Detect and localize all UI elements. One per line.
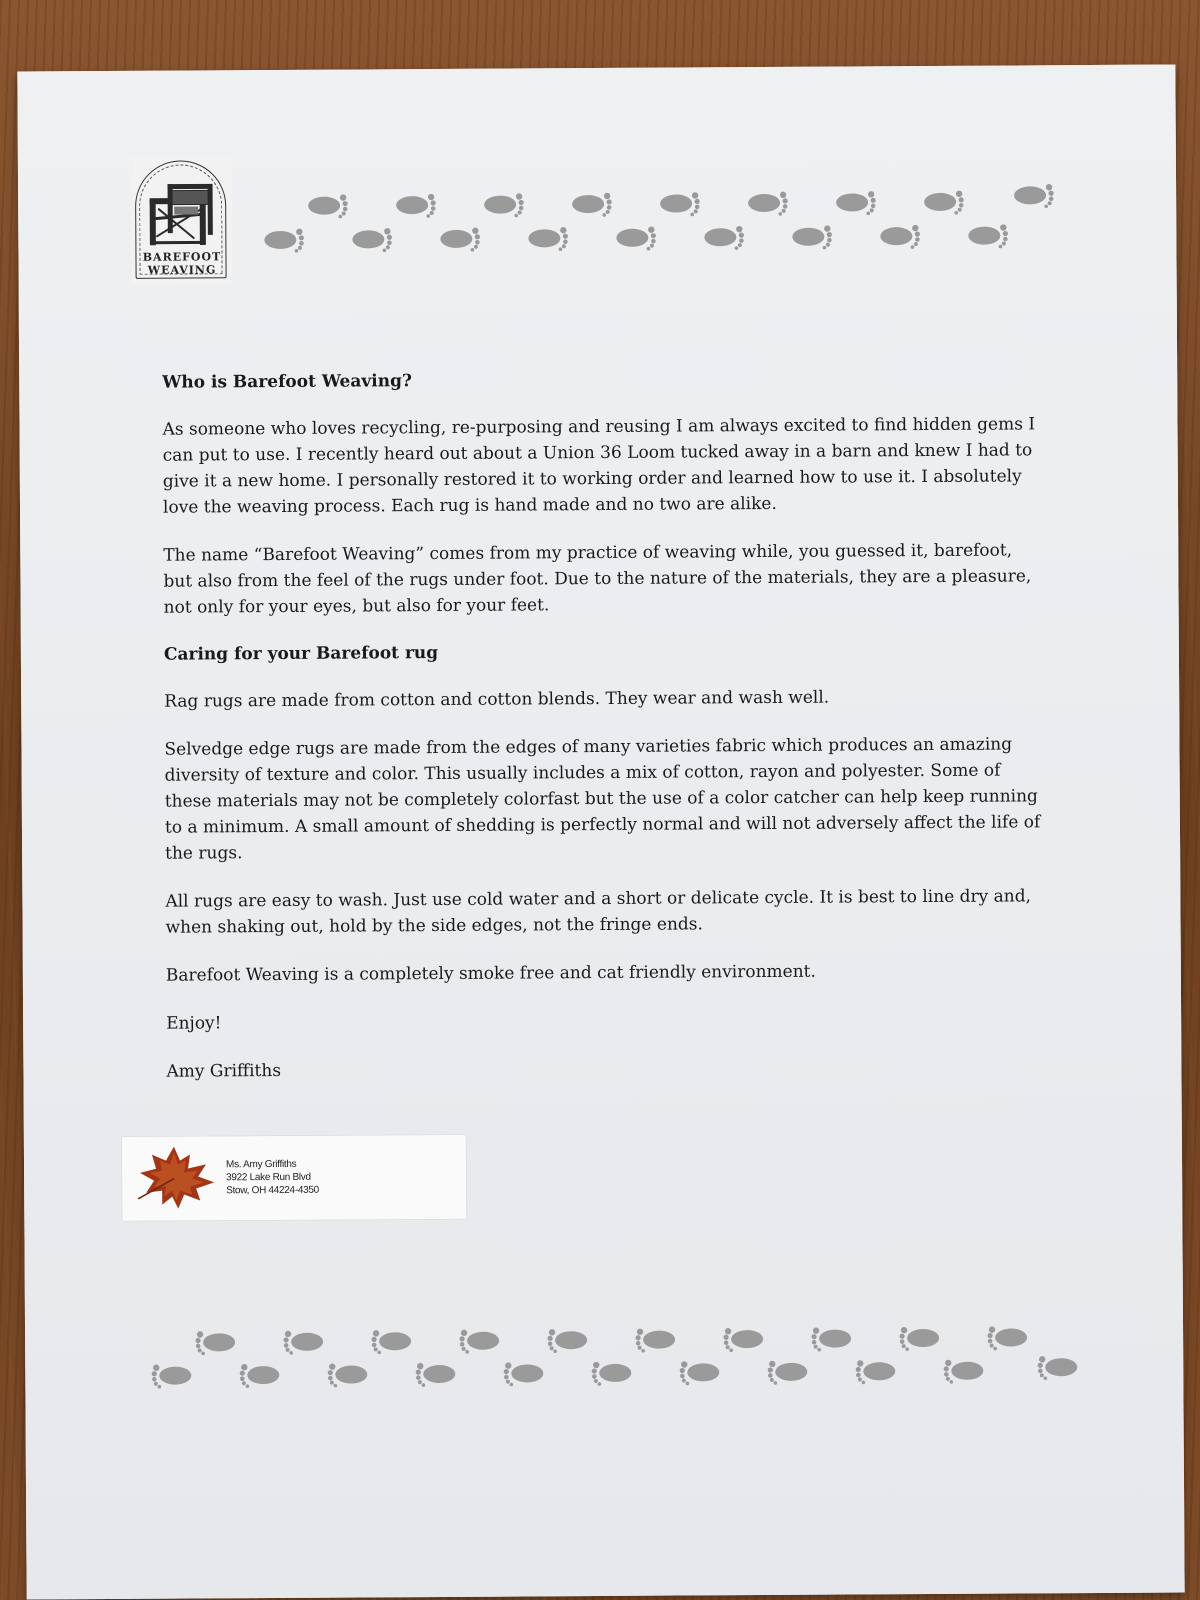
footprints-top-icon	[264, 184, 1054, 253]
address-street: 3922 Lake Run Blvd	[226, 1171, 311, 1184]
closing: Enjoy!	[166, 1013, 222, 1034]
letter-page	[17, 64, 1184, 1599]
logo-text-line2: WEAVING	[147, 263, 217, 277]
address-city: Stow, OH 44224-4350	[226, 1184, 319, 1197]
paragraph-rag-rugs: Rag rugs are made from cotton and cotton blends. They wear and wash well.	[164, 687, 830, 712]
paragraph-selvedge: Selvedge edge rugs are made from the edges of many varieties fabric which produces an amazing diversity of texture and color. This usually includes a mix of cotton, rayon and polyester. Some of these materials may not be completely colorfast but the use of a color catcher can help keep running to a minimum. A small amount of shedding is perfectly normal and will not adversely affect the life of the rugs.	[164, 734, 1041, 864]
address-name: Ms. Amy Griffiths	[225, 1158, 297, 1171]
address-label	[122, 1135, 467, 1221]
signature: Amy Griffiths	[166, 1060, 282, 1082]
paragraph-environment: Barefoot Weaving is a completely smoke free and cat friendly environment.	[165, 961, 816, 986]
paragraph-name-origin: The name “Barefoot Weaving” comes from my practice of weaving while, you guessed it, barefoot, but also from the feel of the rugs under foot. Due to the nature of the materials, they are a pleasure, not only for your eyes, but also for your feet.	[163, 540, 1032, 618]
paragraph-washing: All rugs are easy to wash. Just use cold water and a short or delicate cycle. It is best to line dry and, when shaking out, hold by the side edges, not the fringe ends.	[165, 886, 1032, 938]
maple-leaf-icon	[128, 1142, 220, 1215]
heading-who-is: Who is Barefoot Weaving?	[162, 371, 412, 393]
paragraph-intro: As someone who loves recycling, re-purposing and reusing I am always excited to find hidden gems I can put to use. I recently heard out about a Union 36 Loom tucked away in a barn and knew I had to give it a new home. I personally restored it to working order and learned how to use it. I absolutely love the weaving process. Each rug is hand made and no two are alike.	[162, 414, 1036, 518]
footprints-bottom-icon	[151, 1326, 1077, 1389]
logo-text-line1: BAREFOOT	[142, 250, 222, 264]
heading-caring: Caring for your Barefoot rug	[163, 642, 439, 665]
letter-body	[162, 365, 1046, 1106]
address-text	[226, 1158, 319, 1198]
